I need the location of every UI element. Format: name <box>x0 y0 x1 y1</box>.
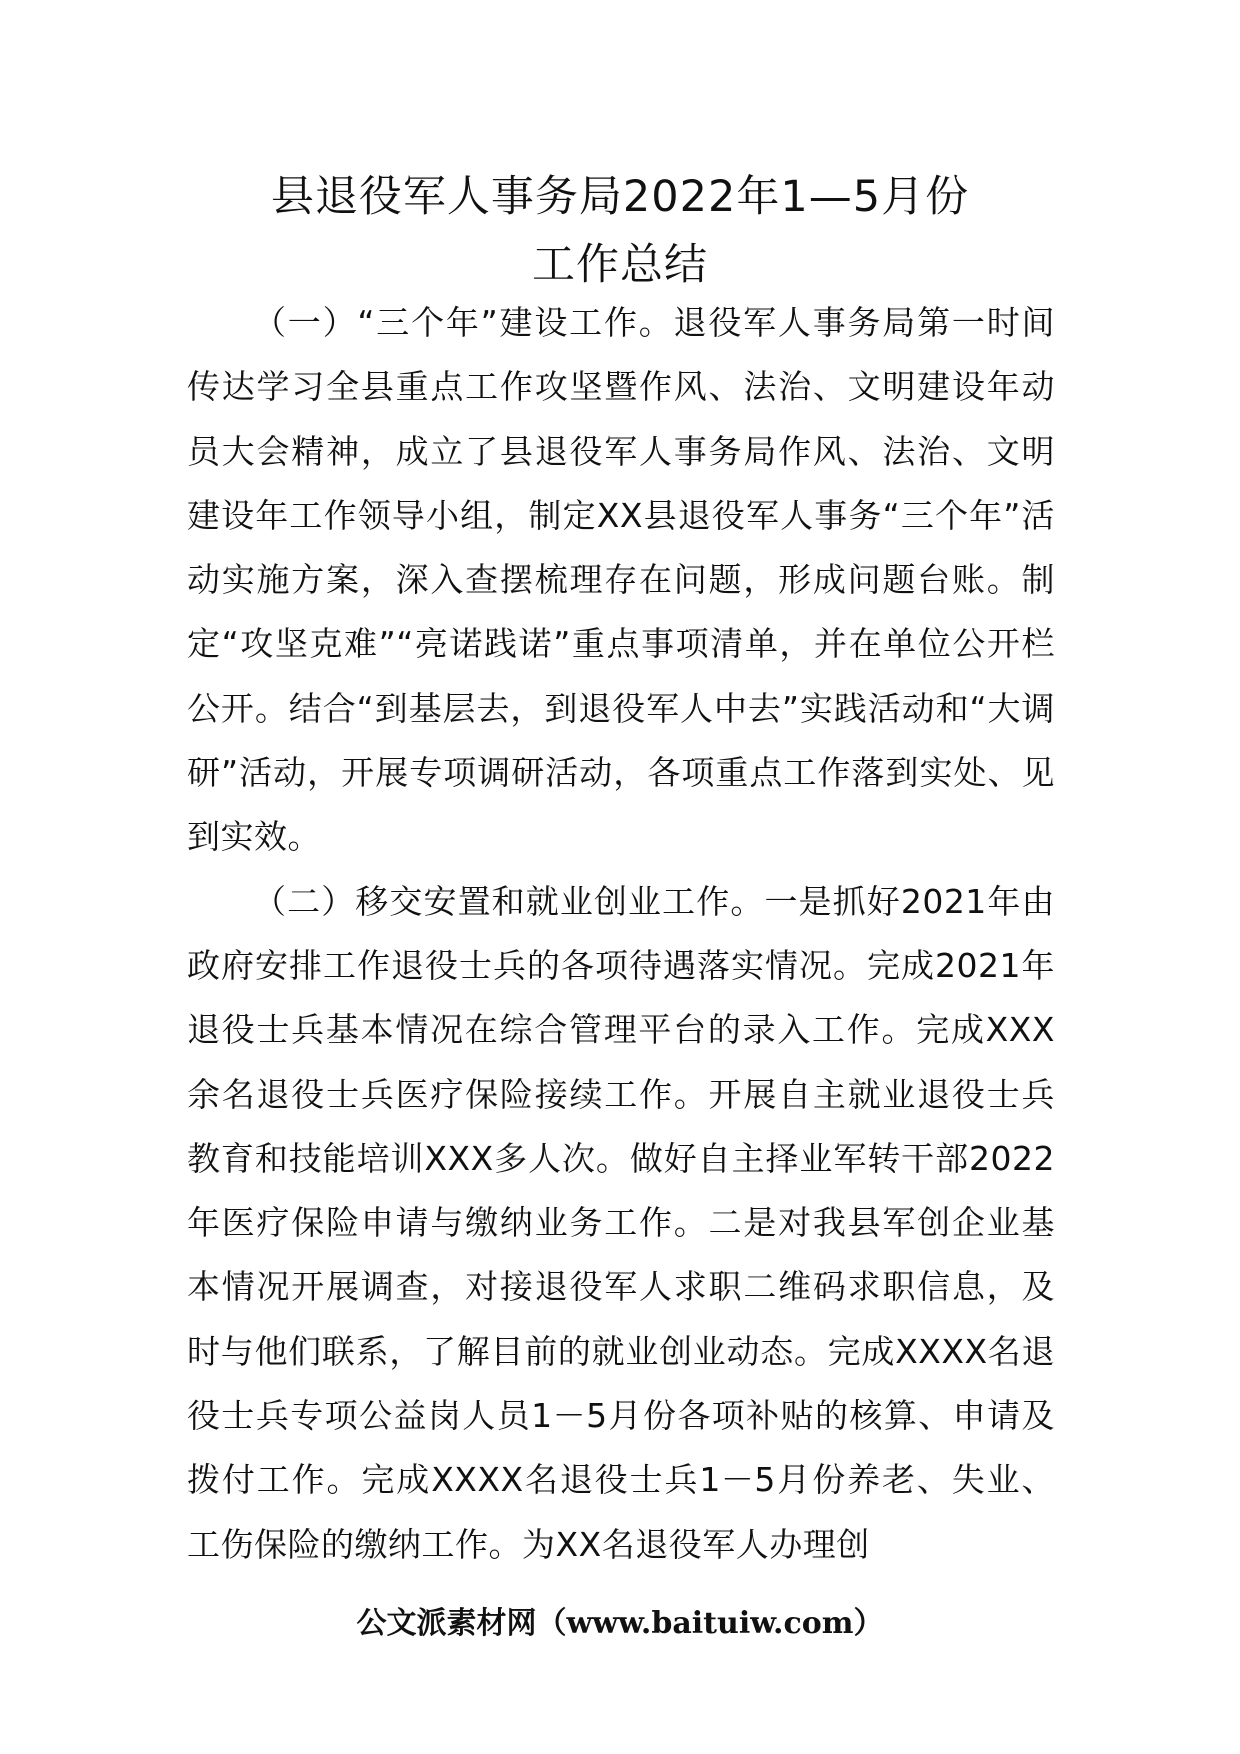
document-title-line-2: 工作总结 <box>532 240 708 290</box>
footer-watermark: 公文派素材网（www.baituiw.com） <box>356 1606 884 1641</box>
paragraph-three-years-construction: （一）“三个年”建设工作。退役军人事务局第一时间传达学习全县重点工作攻坚暨作风、法治、文明建设年动员大会精神，成立了县退役军人事务局作风、法治、文明建设年工作领导小组，制定XX县退役军人事务“三个年”活动实施方案，深入查摆梳理存在问题，形成问题台账。制定“攻坚克难”“亮诺践诺”重点事项清单，并在单位公开栏公开。结合“到基层去，到退役军人中去”实践活动和“大调研”活动，开展专项调研活动，各项重点工作落到实处、见到实效。 <box>187 303 1055 857</box>
paragraph-resettlement-employment: （二）移交安置和就业创业工作。一是抓好2021年由政府安排工作退役士兵的各项待遇落实情况。完成2021年退役士兵基本情况在综合管理平台的录入工作。完成XXX余名退役士兵医疗保险接续工作。开展自主就业退役士兵教育和技能培训XXX多人次。做好自主择业军转干部2022年医疗保险申请与缴纳业务工作。二是对我县军创企业基本情况开展调查，对接退役军人求职二维码求职信息，及时与他们联系，了解目前的就业创业动态。完成XXXX名退役士兵专项公益岗人员1－5月份各项补贴的核算、申请及拨付工作。完成XXXX名退役士兵1－5月份养老、失业、工伤保险的缴纳工作。为XX名退役军人办理创 <box>187 881 1055 1564</box>
document-title-line-1: 县退役军人事务局2022年1—5月份 <box>270 172 970 222</box>
document-body <box>187 291 1055 1577</box>
